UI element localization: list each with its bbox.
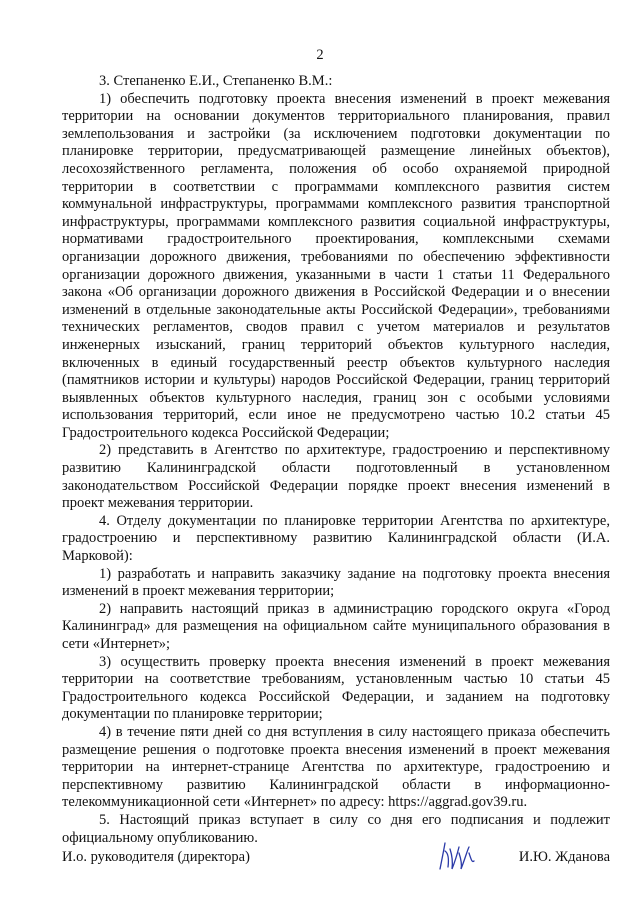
page-number: 2 — [316, 47, 324, 63]
document-body — [62, 73, 610, 847]
paragraph-item-4-4: 4) в течение пяти дней со дня вступления в силу настоящего приказа обеспечить размещение решения о подготовке проекта внесения изменений в проект межевания территории на интернет-странице Агентства по архитектуре, градостроению и перспективному развитию Калининградской области в информационно-телекоммуникационной сети «Интернет» по адресу: https://aggrad.gov39.ru. — [62, 723, 610, 811]
paragraph-item-4-3: 3) осуществить проверку проекта внесения изменений в проект межевания территории на соответствие требованиям, установленным частью 10 статьи 45 Градостроительного кодекса Российской Федерации, и заданием на подготовку документации по планировке территории; — [62, 653, 610, 723]
paragraph-item-3-1: 1) обеспечить подготовку проекта внесения изменений в проект межевания территории на основании документов территориального планирования, правил землепользования и застройки (за исключением подготовки документации по планировке территории, предусматривающей размещение линейных объектов), лесохозяйственного регламента, положения об особо охраняемой природной территории в соответствии с программами комплексного развития систем коммунальной инфраструктуры, программами комплексного развития транспортной инфраструктуры, программами комплексного развития социальной инфраструктуры, нормативами градостроительного проектирования, комплексными схемами организации дорожного движения, требованиями по обеспечению эффективности организации дорожного движения, указанными в части 1 статьи 11 Федерального закона «Об организации дорожного движения в Российской Федерации и о внесении изменений в отдельные законодательные акты Российской Федерации», требованиями технических регламентов, сводов правил с учетом материалов и результатов инженерных изысканий, границ территорий объектов культурного наследия, включенных в единый государственный реестр объектов культурного наследия (памятников истории и культуры) народов Российской Федерации, границ территорий выявленных объектов культурного наследия, границ зон с особыми условиями использования территорий, если иное не предусмотрено частью 10.2 статьи 45 Градостроительного кодекса Российской Федерации; — [62, 90, 610, 441]
paragraph-item-3: 3. Степаненко Е.И., Степаненко В.М.: — [99, 73, 333, 89]
paragraph-item-5: 5. Настоящий приказ вступает в силу со дня его подписания и подлежит официальному опубликованию. — [62, 811, 610, 846]
paragraph-item-4: 4. Отделу документации по планировке территории Агентства по архитектуре, градостроению и перспективному развитию Калининградской области (И.А. Марковой): — [62, 512, 610, 565]
signature-block — [62, 849, 610, 879]
paragraph-item-3-2: 2) представить в Агентство по архитектуре, градостроению и перспективному развитию Калининградской области подготовленный в установленном законодательством Российской Федерации порядке проект внесения изменений в проект межевания территории. — [62, 442, 610, 512]
paragraph-item-4-2: 2) направить настоящий приказ в администрацию городского округа «Город Калининград» для размещения на официальном сайте муниципального образования в сети «Интернет»; — [62, 600, 610, 652]
signer-name: И.Ю. Жданова — [518, 849, 610, 865]
paragraph-item-4-1: 1) разработать и направить заказчику задание на подготовку проекта внесения изменений в проект межевания территории; — [62, 565, 610, 600]
signer-title: И.о. руководителя (директора) — [62, 849, 250, 865]
handwritten-signature — [434, 839, 478, 875]
